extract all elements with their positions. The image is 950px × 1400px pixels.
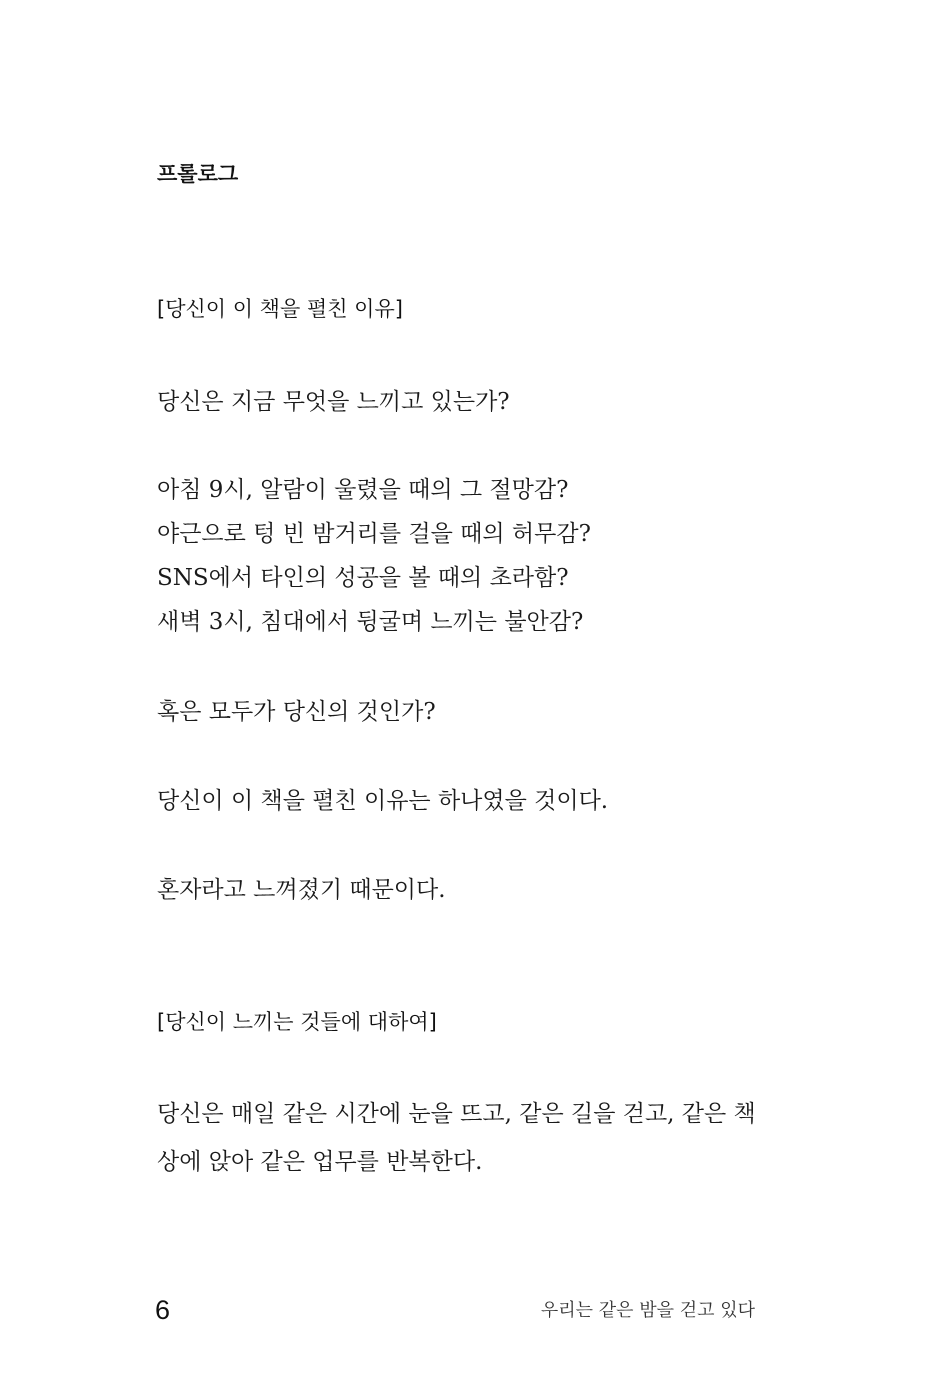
paragraph: [157, 779, 767, 823]
paragraph: [157, 690, 767, 734]
section-heading: [당신이 느끼는 것들에 대하여]: [157, 1010, 437, 1034]
text-line: 당신이 이 책을 펼친 이유는 하나였을 것이다.: [157, 788, 609, 814]
text-line: 야근으로 텅 빈 밤거리를 걸을 때의 허무감?: [157, 521, 591, 547]
paragraph: 당신은 매일 같은 시간에 눈을 뜨고, 같은 길을 걷고, 같은 책상에 앉아 같은 업무를 반복한다.: [157, 1101, 756, 1175]
chapter-title: 프롤로그: [157, 162, 239, 186]
paragraph: [157, 380, 767, 424]
page-number: 6: [155, 1295, 171, 1325]
text-line: 아침 9시, 알람이 울렸을 때의 그 절망감?: [157, 477, 569, 503]
text-line: SNS에서 타인의 성공을 볼 때의 초라함?: [157, 565, 569, 591]
text-line: 혹은 모두가 당신의 것인가?: [157, 699, 436, 725]
running-footer-title: 우리는 같은 밤을 걷고 있다: [540, 1300, 755, 1321]
text-line: 혼자라고 느껴졌기 때문이다.: [157, 877, 446, 903]
text-line: 당신은 지금 무엇을 느끼고 있는가?: [157, 389, 510, 415]
section-heading: [당신이 이 책을 펼친 이유]: [157, 297, 403, 321]
paragraph: [157, 468, 767, 644]
text-line: 새벽 3시, 침대에서 뒹굴며 느끼는 불안감?: [157, 609, 584, 635]
paragraph: [157, 868, 767, 912]
